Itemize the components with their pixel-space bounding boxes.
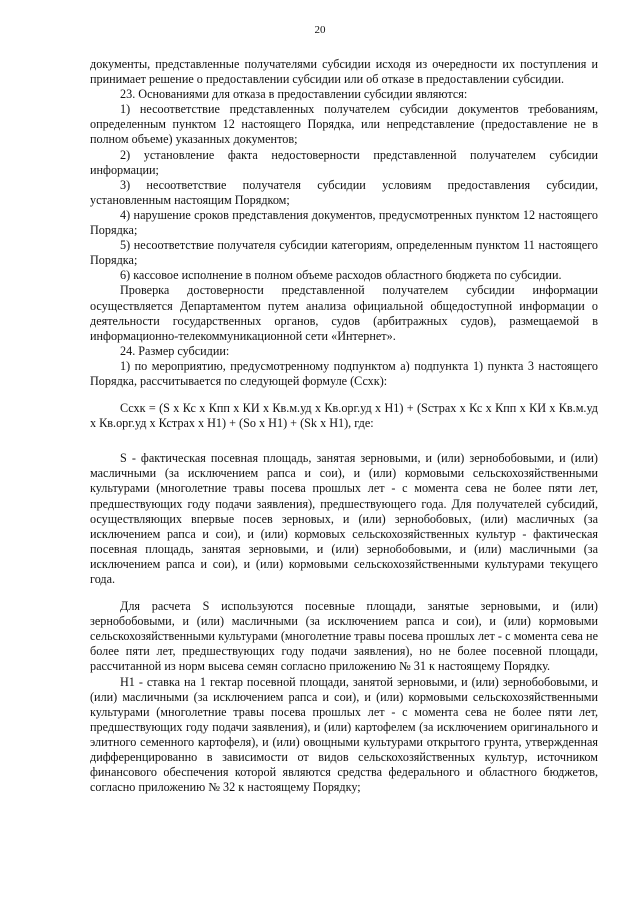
paragraph-item-6: 6) кассовое исполнение в полном объеме расходов областного бюджета по субсидии. xyxy=(120,268,562,283)
paragraph-clause-23: 23. Основаниями для отказа в предоставлении субсидии являются: xyxy=(120,87,468,102)
paragraph-definition-h1: Н1 - ставка на 1 гектар посевной площади, занятой зерновыми, и (или) зернобобовыми, и (или) масличными (за исключением рапса и сои), и (или) кормовыми сельскохозяйственными культурами (многолетние травы посева прошлых лет - с момента сева не более пяти лет, предшествующих году подачи заявления), и (или) картофелем (за исключением оригинального и элитного семенного картофеля), и (или) овощными культурами открытого грунта, утвержденная дифференцированно в зависимости от видов сельскохозяйственных культур, источником финансового обеспечения которой являются средства федерального и областного бюджетов, согласно приложению № 32 к настоящему Порядку; xyxy=(90,674,598,795)
paragraph-definition-s: S - фактическая посевная площадь, занятая зерновыми, и (или) зернобобовыми, и (или) масличными (за исключением рапса и сои), и (или) кормовыми сельскохозяйственными культурами (многолетние травы посева прошлых лет - с момента сева не более пяти лет, предшествующих году подачи заявления), предшествующего года. Для получателей субсидий, осуществляющих впервые посев зерновых, и (или) зернобобовых, (или) масличных (за исключением рапса и сои), и (или) кормовых сельскохозяйственных культур - фактическая посевная площадь, занятая зерновыми, и (или) зернобобовыми, и (или) масличными (за исключением рапса и сои), и (или) кормовыми сельскохозяйственными культурами текущего года. xyxy=(90,451,598,586)
paragraph-continuation: документы, представленные получателями субсидии исходя из очередности их поступления и принимает решение о предоставлении субсидии или об отказе в предоставлении субсидии. xyxy=(90,57,598,87)
paragraph-verification: Проверка достоверности представленной получателем субсидии информации осуществляется Департаментом путем анализа официальной общедоступной информации о деятельности государственных органов, судов (арбитражных судов), размещаемой в информационно-телекоммуникационной сети «Интернет». xyxy=(90,283,598,343)
paragraph-item-4: 4) нарушение сроков представления документов, предусмотренных пунктом 12 настоящего Порядка; xyxy=(90,207,598,238)
paragraph-clause-24: 24. Размер субсидии: xyxy=(120,343,230,358)
document-body xyxy=(90,57,598,795)
paragraph-subsidy-calc: 1) по мероприятию, предусмотренному подпунктом а) подпункта 1) пункта 3 настоящего Порядка, рассчитывается по следующей формуле (Ссхк): xyxy=(90,358,598,388)
page-number: 20 xyxy=(314,24,326,36)
paragraph-item-1: 1) несоответствие представленных получателем субсидии документов требованиям, определенным пунктом 12 настоящего Порядка, или непредставление (предоставление не в полном объеме) указанных документов; xyxy=(90,102,598,147)
paragraph-item-3: 3) несоответствие получателя субсидии условиям предоставления субсидии, установленным настоящим Порядком; xyxy=(90,177,598,207)
formula: Ссхк = (S x Кс x Кпп x КИ x Кв.м.уд x Кв.орг.уд x Н1) + (Sстрах x Кс x Кпп x КИ x Кв.м.уд x Кв.орг.уд x Кстрах x Н1) + (So x Н1) + (Sk x Н1), где: xyxy=(90,401,598,431)
paragraph-calc-s: Для расчета S используются посевные площади, занятые зерновыми, и (или) зернобобовыми, и (или) масличными (за исключением рапса и сои), и (или) кормовыми сельскохозяйственными культурами (многолетние травы посева прошлых лет - с момента сева не более пяти лет, предшествующих году подачи заявления), но не более посевной площади, рассчитанной из норм высева семян согласно приложению № 31 к настоящему Порядку. xyxy=(90,599,598,674)
paragraph-item-2: 2) установление факта недостоверности представленной получателем субсидии информации; xyxy=(90,147,598,177)
paragraph-item-5: 5) несоответствие получателя субсидии категориям, определенным пунктом 11 настоящего Порядка; xyxy=(90,238,598,268)
